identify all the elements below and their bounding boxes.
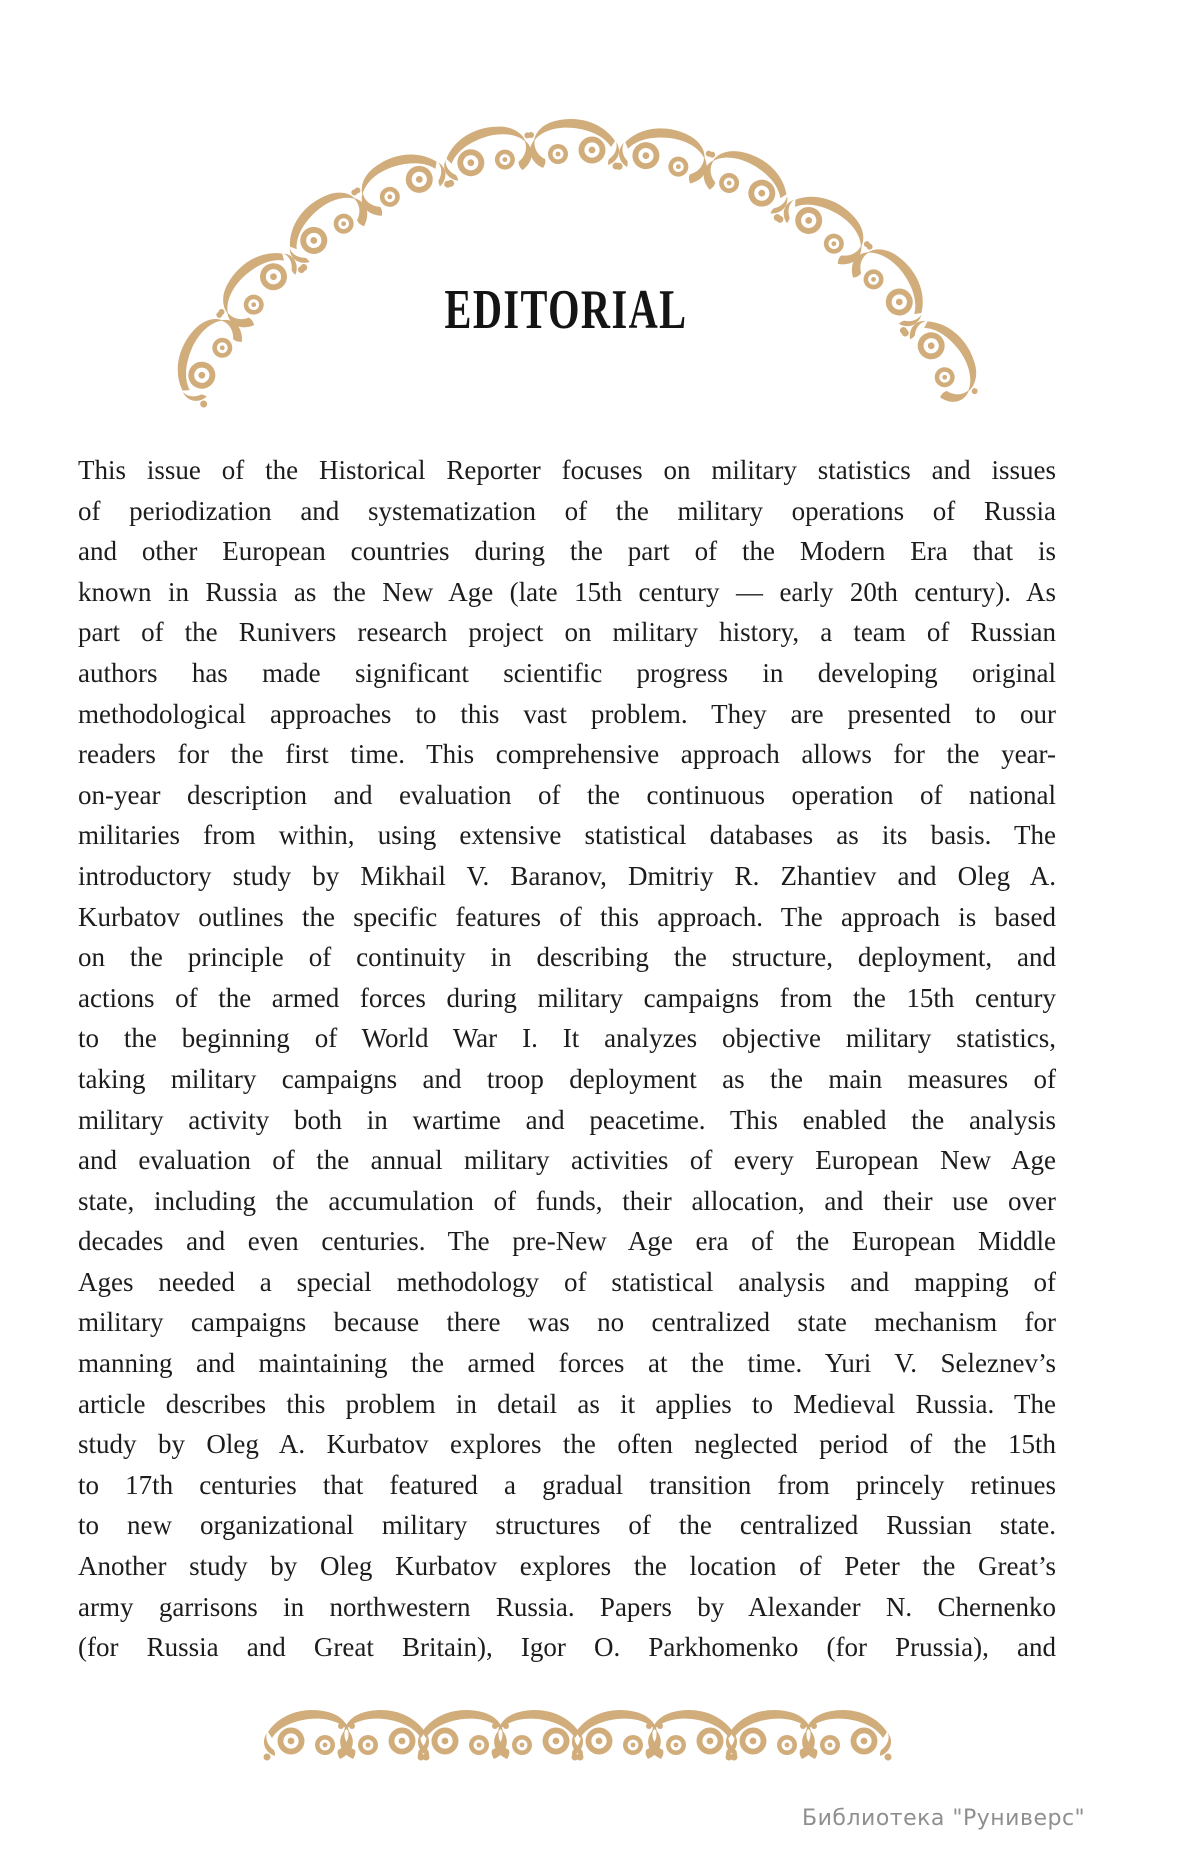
body-line: state, including the accumulation of funds, their allocation, and their use over — [78, 1185, 1056, 1216]
body-line: on the principle of continuity in describing the structure, deployment, and — [78, 942, 1056, 973]
body-line: part of the Runivers research project on military history, a team of Russian — [78, 617, 1056, 648]
body-line: to the beginning of World War I. It analyzes objective military statistics, — [78, 1023, 1056, 1054]
body-line: methodological approaches to this vast problem. They are presented to our — [78, 698, 1056, 729]
body-line: readers for the first time. This comprehensive approach allows for the year- — [78, 739, 1056, 770]
body-line: study by Oleg A. Kurbatov explores the often neglected period of the 15th — [78, 1429, 1056, 1460]
body-line: of periodization and systematization of the military operations of Russia — [78, 495, 1056, 526]
body-line: Ages needed a special methodology of statistical analysis and mapping of — [78, 1266, 1056, 1297]
body-line: article describes this problem in detail as it applies to Medieval Russia. The — [78, 1388, 1056, 1419]
body-line: military campaigns because there was no centralized state mechanism for — [78, 1307, 1056, 1338]
bottom-ornament-flourish — [0, 1698, 1200, 1778]
body-line: (for Russia and Great Britain), Igor O. Parkhomenko (for Prussia), and — [78, 1632, 1056, 1663]
body-line: on-year description and evaluation of the continuous operation of national — [78, 779, 1056, 810]
library-watermark: Библиотека "Руниверс" — [802, 1806, 1086, 1831]
body-line: known in Russia as the New Age (late 15th century — early 20th century). As — [78, 576, 1056, 607]
body-line: This issue of the Historical Reporter focuses on military statistics and issues — [78, 455, 1056, 485]
body-line: Another study by Oleg Kurbatov explores the location of Peter the Great’s — [78, 1551, 1056, 1582]
body-line: military activity both in wartime and peacetime. This enabled the analysis — [78, 1104, 1056, 1135]
body-line: manning and maintaining the armed forces at the time. Yuri V. Seleznev’s — [78, 1348, 1056, 1379]
page-title: EDITORIAL — [444, 278, 688, 341]
body-line: to new organizational military structures of the centralized Russian state. — [78, 1510, 1056, 1541]
body-line: to 17th centuries that featured a gradual transition from princely retinues — [78, 1469, 1056, 1500]
body-line: and other European countries during the part of the Modern Era that is — [78, 536, 1056, 567]
body-line: and evaluation of the annual military activities of every European New Age — [78, 1145, 1056, 1176]
body-line: militaries from within, using extensive statistical databases as its basis. The — [78, 820, 1056, 851]
body-line: taking military campaigns and troop deployment as the main measures of — [78, 1063, 1056, 1094]
editorial-body — [78, 450, 1056, 1668]
body-line: Kurbatov outlines the specific features of this approach. The approach is based — [78, 901, 1056, 932]
body-line: introductory study by Mikhail V. Baranov, Dmitriy R. Zhantiev and Oleg A. — [78, 860, 1056, 891]
body-line: decades and even centuries. The pre-New Age era of the European Middle — [78, 1226, 1056, 1257]
top-ornament-flourish — [0, 0, 1200, 420]
body-line: authors has made significant scientific progress in developing original — [78, 657, 1056, 688]
body-line: army garrisons in northwestern Russia. Papers by Alexander N. Chernenko — [78, 1591, 1056, 1622]
body-line: actions of the armed forces during military campaigns from the 15th century — [78, 982, 1056, 1013]
